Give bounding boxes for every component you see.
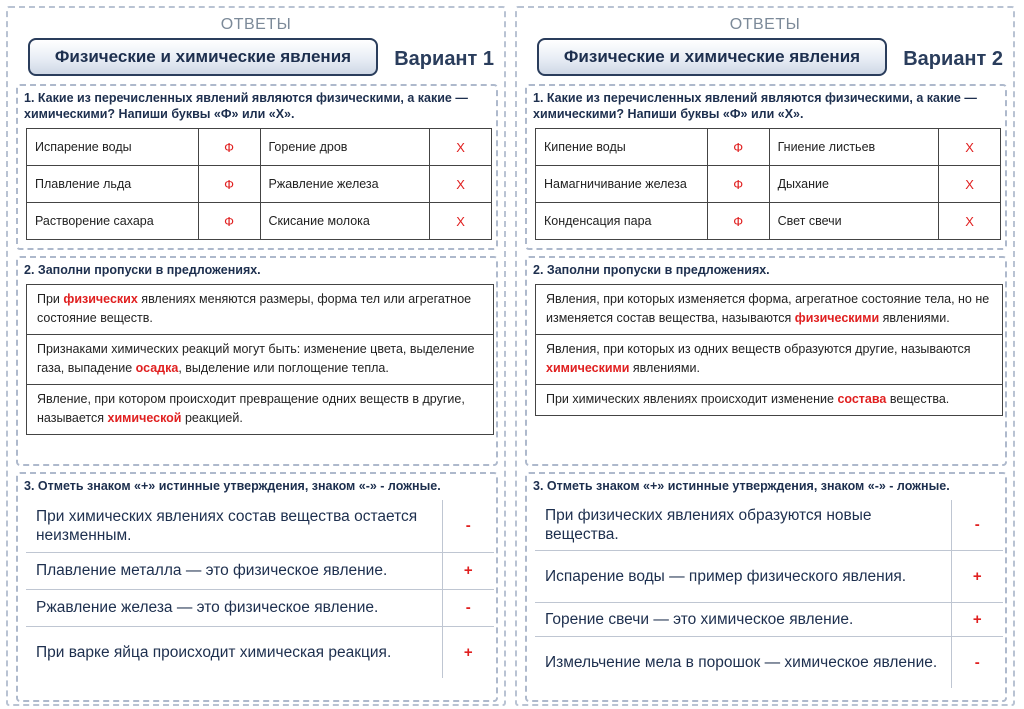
task-3-question: 3. Отметь знаком «+» истинные утверждения, знаком «-» - ложные. <box>533 479 950 493</box>
statement-text: Ржавление железа — это физическое явление. <box>26 589 442 626</box>
task-2-question: 2. Заполни пропуски в предложениях. <box>24 263 261 277</box>
task-1-section <box>525 84 1007 250</box>
topic-title: Физические и химические явления <box>537 38 887 76</box>
sentence-text: явлениями. <box>879 311 950 325</box>
task-1-table <box>26 128 492 240</box>
truth-sign: + <box>442 626 494 678</box>
filled-answer: осадка <box>135 361 179 375</box>
variant-label: Вариант 2 <box>903 48 1003 70</box>
filled-answer: химическими <box>546 361 630 375</box>
phenomenon-cell: Ржавление железа <box>260 166 430 203</box>
sentence-row <box>27 285 493 335</box>
statement-text: Измельчение мела в порошок — химическое явление. <box>545 653 938 671</box>
answer-cell: Х <box>430 203 492 240</box>
statement-text: При варке яйца происходит химическая реакция. <box>36 643 392 661</box>
sentence-text: явлениях меняются размеры, форма тел или агрегатное состояние веществ. <box>37 292 472 325</box>
sentence-text: явлениями. <box>629 361 700 375</box>
task-1-section <box>16 84 498 250</box>
table-row <box>535 602 1003 636</box>
truth-sign: + <box>951 602 1003 636</box>
filled-answer: химической <box>107 411 182 425</box>
phenomenon-cell: Скисание молока <box>260 203 430 240</box>
sentence-text: При химических явлениях происходит изменение <box>546 392 838 406</box>
table-row <box>27 166 492 203</box>
filled-answer: физических <box>63 292 138 306</box>
sentences-box <box>535 284 1003 416</box>
table-row <box>535 550 1003 602</box>
topic-title: Физические и химические явления <box>28 38 378 76</box>
table-row <box>27 129 492 166</box>
phenomenon-cell: Растворение сахара <box>27 203 199 240</box>
task-1-question: 1. Какие из перечисленных явлений являются физическими, а какие — химическими? Напиши буквы «Ф» или «Х». <box>533 91 977 121</box>
answer-cell: Ф <box>198 203 260 240</box>
statement-text: Горение свечи — это химическое явление. <box>535 602 951 636</box>
answer-cell: Ф <box>707 203 769 240</box>
statements-table <box>26 500 494 678</box>
card-header: ОТВЕТЫ <box>220 16 292 33</box>
answer-cell: Х <box>939 203 1001 240</box>
card-header: ОТВЕТЫ <box>729 16 801 33</box>
sentence-row <box>536 385 1002 415</box>
truth-sign: - <box>951 500 1003 550</box>
phenomenon-cell: Конденсация пара <box>536 203 708 240</box>
phenomenon-cell: Кипение воды <box>536 129 708 166</box>
sentence-row <box>27 385 493 434</box>
sentence-text: Явления, при которых из одних веществ образуются другие, называются <box>546 342 971 356</box>
task-2-question: 2. Заполни пропуски в предложениях. <box>533 263 770 277</box>
truth-sign: + <box>442 552 494 589</box>
truth-sign: - <box>442 589 494 626</box>
sentence-text: вещества. <box>886 392 950 406</box>
truth-sign: + <box>951 550 1003 602</box>
sentence-text: При <box>37 292 64 306</box>
sentence-row <box>27 335 493 385</box>
answer-cell: Х <box>430 129 492 166</box>
sentence-text: Явление, при котором происходит превращение одних веществ в другие, называется <box>37 392 465 425</box>
task-2-section <box>16 256 498 466</box>
phenomenon-cell: Гниение листьев <box>769 129 939 166</box>
truth-sign: - <box>951 636 1003 688</box>
answer-cell: Х <box>939 129 1001 166</box>
phenomenon-cell: Свет свечи <box>769 203 939 240</box>
task-1-question: 1. Какие из перечисленных явлений являются физическими, а какие — химическими? Напиши буквы «Ф» или «Х». <box>24 91 468 121</box>
phenomenon-cell: Дыхание <box>769 166 939 203</box>
sentence-text: Явления, при которых изменяется форма, агрегатное состояние тела, но не изменяется состав вещества, называются <box>546 292 990 325</box>
statement-text: При химических явлениях состав вещества остается неизменным. <box>26 500 442 552</box>
task-3-question: 3. Отметь знаком «+» истинные утверждения, знаком «-» - ложные. <box>24 479 441 493</box>
statement-text: При физических явлениях образуются новые вещества. <box>535 500 951 550</box>
sentence-row <box>536 335 1002 385</box>
answer-cell: Х <box>939 166 1001 203</box>
task-2-section <box>525 256 1007 466</box>
table-row <box>536 129 1001 166</box>
table-row <box>536 203 1001 240</box>
statement-text: Плавление металла — это физическое явление. <box>26 552 442 589</box>
table-row <box>26 589 494 626</box>
task-3-section <box>525 472 1007 702</box>
answer-card-variant-2 <box>515 6 1015 706</box>
table-row <box>26 500 494 552</box>
table-row <box>27 203 492 240</box>
sentence-text: реакцией. <box>181 411 243 425</box>
sentence-text: , выделение или поглощение тепла. <box>178 361 389 375</box>
sentences-box <box>26 284 494 435</box>
answer-card-variant-1 <box>6 6 506 706</box>
answer-cell: Ф <box>707 129 769 166</box>
table-row <box>26 626 494 678</box>
answer-cell: Ф <box>198 166 260 203</box>
phenomenon-cell: Намагничивание железа <box>536 166 708 203</box>
task-1-table <box>535 128 1001 240</box>
sentence-row <box>536 285 1002 335</box>
phenomenon-cell: Плавление льда <box>27 166 199 203</box>
table-row <box>535 500 1003 550</box>
phenomenon-cell: Испарение воды <box>27 129 199 166</box>
truth-sign: - <box>442 500 494 552</box>
variant-label: Вариант 1 <box>394 48 494 70</box>
table-row <box>26 552 494 589</box>
filled-answer: состава <box>837 392 887 406</box>
phenomenon-cell: Горение дров <box>260 129 430 166</box>
task-3-section <box>16 472 498 702</box>
statements-table <box>535 500 1003 688</box>
table-row <box>535 636 1003 688</box>
statement-text: Испарение воды — пример физического явления. <box>535 550 951 602</box>
answer-cell: Ф <box>707 166 769 203</box>
sentence-text: Признаками химических реакций могут быть: изменение цвета, выделение газа, выпадение <box>37 342 475 375</box>
answer-cell: Х <box>430 166 492 203</box>
table-row <box>536 166 1001 203</box>
answer-cell: Ф <box>198 129 260 166</box>
filled-answer: физическими <box>794 311 880 325</box>
